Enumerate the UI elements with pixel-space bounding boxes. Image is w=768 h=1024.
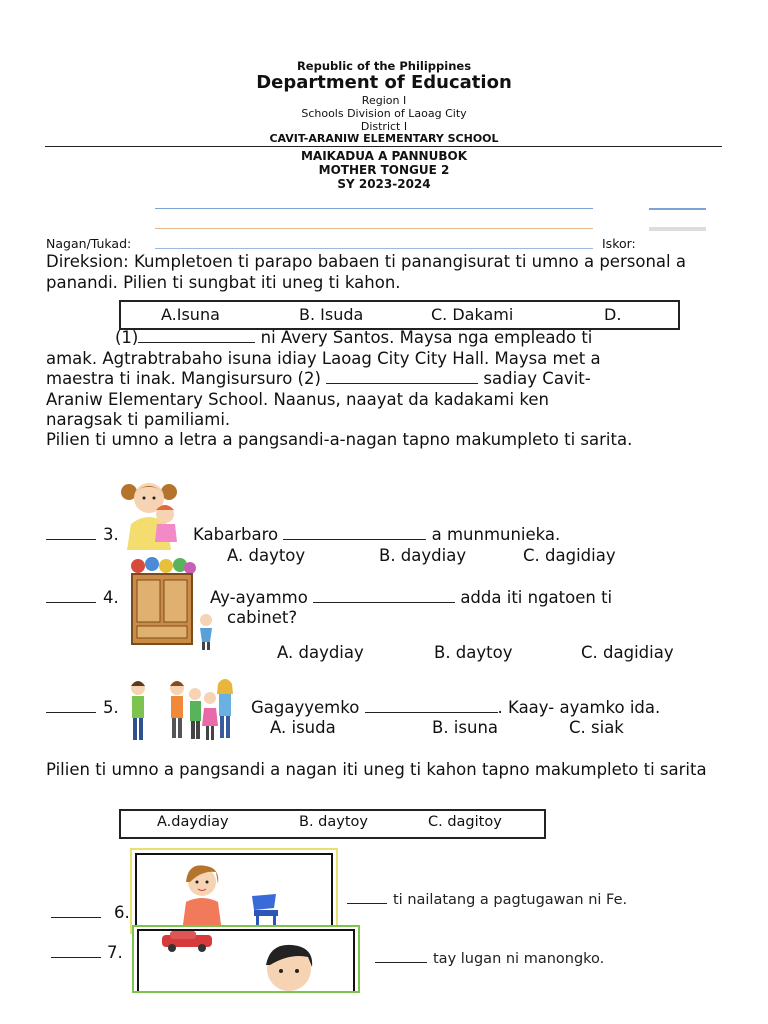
division-label: Schools Division of Laoag City [301, 107, 467, 120]
item-4: 4. [46, 588, 119, 607]
friends-image [125, 674, 235, 748]
item-4-choice-c: C. dagidiay [581, 643, 674, 662]
subject-title: MOTHER TONGUE 2 [318, 163, 450, 177]
answer-blank-4[interactable] [46, 602, 96, 603]
section3-instruction: Pilien ti umno a pangsandi a nagan iti uneg ti kahon tapno makumpleto ti sarita [46, 760, 707, 779]
choice-b: B. Isuda [299, 305, 364, 324]
blank-2[interactable] [326, 383, 478, 384]
answer-blank-5[interactable] [46, 712, 96, 713]
item-4-blank[interactable] [313, 602, 455, 603]
test-title: MAIKADUA A PANNUBOK [300, 149, 467, 163]
girl-chair-image [172, 860, 292, 932]
direction-text: Direksion: Kumpletoen ti parapo babaen ti panangisurat ti umno a personal a panandi. Pilien ti sungbat iti uneg ti kahon. [46, 252, 686, 292]
school-year: SY 2023-2024 [337, 177, 431, 191]
caption-6-blank[interactable] [347, 903, 387, 904]
picture-6-caption: ti nailatang a pagtugawan ni Fe. [347, 892, 627, 908]
section3-choice-c: C. dagitoy [428, 814, 502, 830]
name-field[interactable] [155, 248, 593, 249]
picture-7-caption: tay lugan ni manongko. [375, 951, 604, 967]
republic-heading: Republic of the Philippines [296, 59, 472, 73]
picture-item-7: 7. [51, 943, 123, 962]
item-3-text: Kabarbaro a munmunieka. [193, 525, 561, 544]
item-5-text: Gagayyemko . Kaay- ayamko ida. [251, 698, 661, 717]
item-4-text-cont: cabinet? [227, 608, 298, 627]
score-rule-blue [649, 208, 706, 210]
caption-7-blank[interactable] [375, 962, 427, 963]
district-label: District I [360, 120, 408, 133]
section3-choice-b: B. daytoy [299, 814, 368, 830]
item-3-choice-c: C. dagidiay [523, 546, 616, 565]
header-divider [45, 146, 722, 147]
answer-blank-6[interactable] [51, 917, 101, 918]
item-5-choice-a: A. isuda [270, 718, 336, 737]
picture-6-frame [130, 848, 338, 934]
school-name: CAVIT-ARANIW ELEMENTARY SCHOOL [269, 132, 499, 145]
item-5-choice-c: C. siak [569, 718, 624, 737]
item-4-text: Ay-ayammo adda iti ngatoen ti [210, 588, 613, 607]
paragraph [46, 328, 736, 431]
boy-car-image [154, 931, 344, 991]
answer-blank-7[interactable] [51, 957, 101, 958]
girl-doll-image [117, 476, 183, 552]
choice-c: C. Dakami [431, 305, 514, 324]
paragraph-line-3: maestra ti inak. Mangisursuro (2) sadiay Cavit- [46, 369, 591, 388]
paragraph-line-4: Araniw Elementary School. Naanus, naayat da kadakami ken [46, 389, 549, 409]
picture-7-frame [132, 925, 360, 993]
item-5-blank[interactable] [365, 712, 498, 713]
header-rule-orange [155, 228, 593, 229]
department-heading: Department of Education [256, 72, 512, 93]
section2-instruction: Pilien ti umno a letra a pangsandi-a-nagan tapno makumpleto ti sarita. [46, 430, 633, 449]
item-5-choice-b: B. isuna [432, 718, 499, 737]
item-5: 5. [46, 698, 119, 717]
blank-1[interactable] [138, 342, 255, 343]
score-label: Iskor: [602, 236, 636, 251]
item-3-choice-a: A. daytoy [227, 546, 306, 565]
choice-d: D. [604, 305, 622, 324]
name-label: Nagan/Tukad: [46, 236, 132, 251]
item-3-choice-b: B. daydiay [379, 546, 467, 565]
paragraph-line-2: amak. Agtrabtrabaho isuna idiay Laoag City City Hall. Maysa met a [46, 348, 601, 368]
item-4-choice-a: A. daydiay [277, 643, 364, 662]
region-label: Region I [361, 94, 407, 107]
choice-a: A.Isuna [161, 305, 220, 324]
item-3: 3. [46, 525, 119, 544]
score-rule-gray [649, 227, 706, 231]
header-rule-blue [155, 208, 593, 209]
picture-item-6: 6. [51, 903, 130, 922]
item-3-blank[interactable] [283, 539, 426, 540]
section3-choice-a: A.daydiay [157, 814, 229, 830]
paragraph-line-5: naragsak ti pamiliami. [46, 410, 231, 429]
paragraph-line-1: (1) ni Avery Santos. Maysa nga empleado ti [115, 328, 593, 347]
answer-blank-3[interactable] [46, 539, 96, 540]
cabinet-image [126, 556, 218, 652]
item-4-choice-b: B. daytoy [434, 643, 513, 662]
